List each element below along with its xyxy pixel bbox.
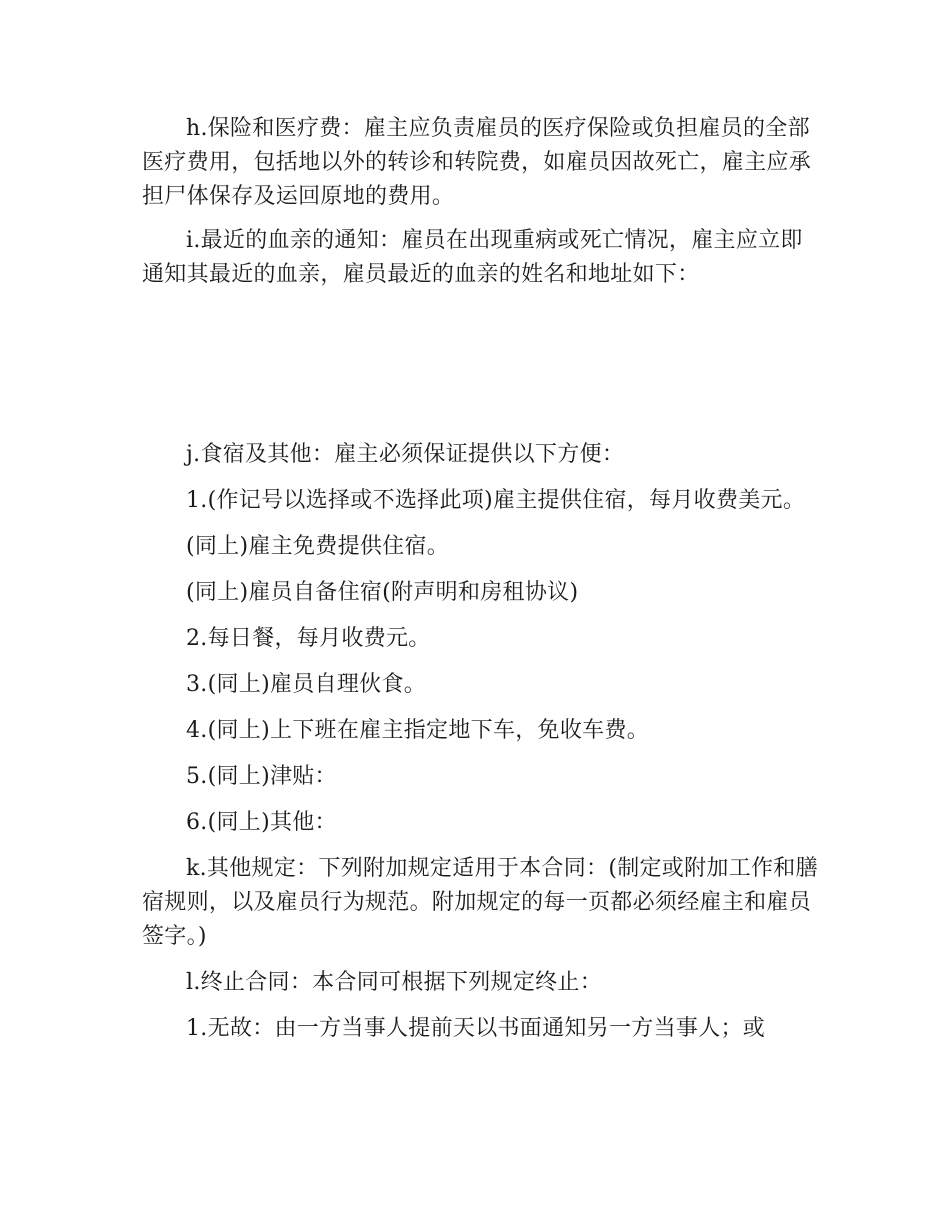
list-item-allowance: 5.(同上)津贴： [186, 764, 337, 789]
document-page [142, 112, 822, 1046]
list-item-self-lodging: (同上)雇员自备住宿(附声明和房租协议) [186, 580, 579, 605]
list-item-other: 6.(同上)其他： [186, 810, 337, 835]
list-item-free-lodging: (同上)雇主免费提供住宿。 [186, 534, 450, 559]
paragraph-board-lodging: j.食宿及其他：雇主必须保证提供以下方便： [186, 442, 625, 467]
list-item-lodging-fee: 1.(作记号以选择或不选择此项)雇主提供住宿，每月收费美元。 [186, 488, 806, 513]
list-item-termination-without-cause: 1.无故：由一方当事人提前天以书面通知另一方当事人；或 [186, 1016, 766, 1041]
list-item-transport: 4.(同上)上下班在雇主指定地下车，免收车费。 [186, 718, 650, 743]
list-item-meals: 2.每日餐，每月收费元。 [186, 626, 431, 651]
list-item-self-meals: 3.(同上)雇员自理伙食。 [186, 672, 427, 697]
paragraph-termination: l.终止合同：本合同可根据下列规定终止： [186, 970, 603, 995]
paragraph-other-provisions: k.其他规定：下列附加规定适用于本合同：(制定或附加工作和膳宿规则，以及雇员行为规范。附加规定的每一页都必须经雇主和雇员签字。) [142, 856, 818, 949]
blank-fill-area [142, 292, 822, 438]
paragraph-insurance-medical: h.保险和医疗费：雇主应负责雇员的医疗保险或负担雇员的全部医疗费用，包括地以外的转诊和转院费，如雇员因故死亡，雇主应承担尸体保存及运回原地的费用。 [142, 116, 812, 209]
paragraph-next-of-kin-notice: i.最近的血亲的通知：雇员在出现重病或死亡情况，雇主应立即通知其最近的血亲，雇员最近的血亲的姓名和地址如下： [142, 228, 803, 287]
